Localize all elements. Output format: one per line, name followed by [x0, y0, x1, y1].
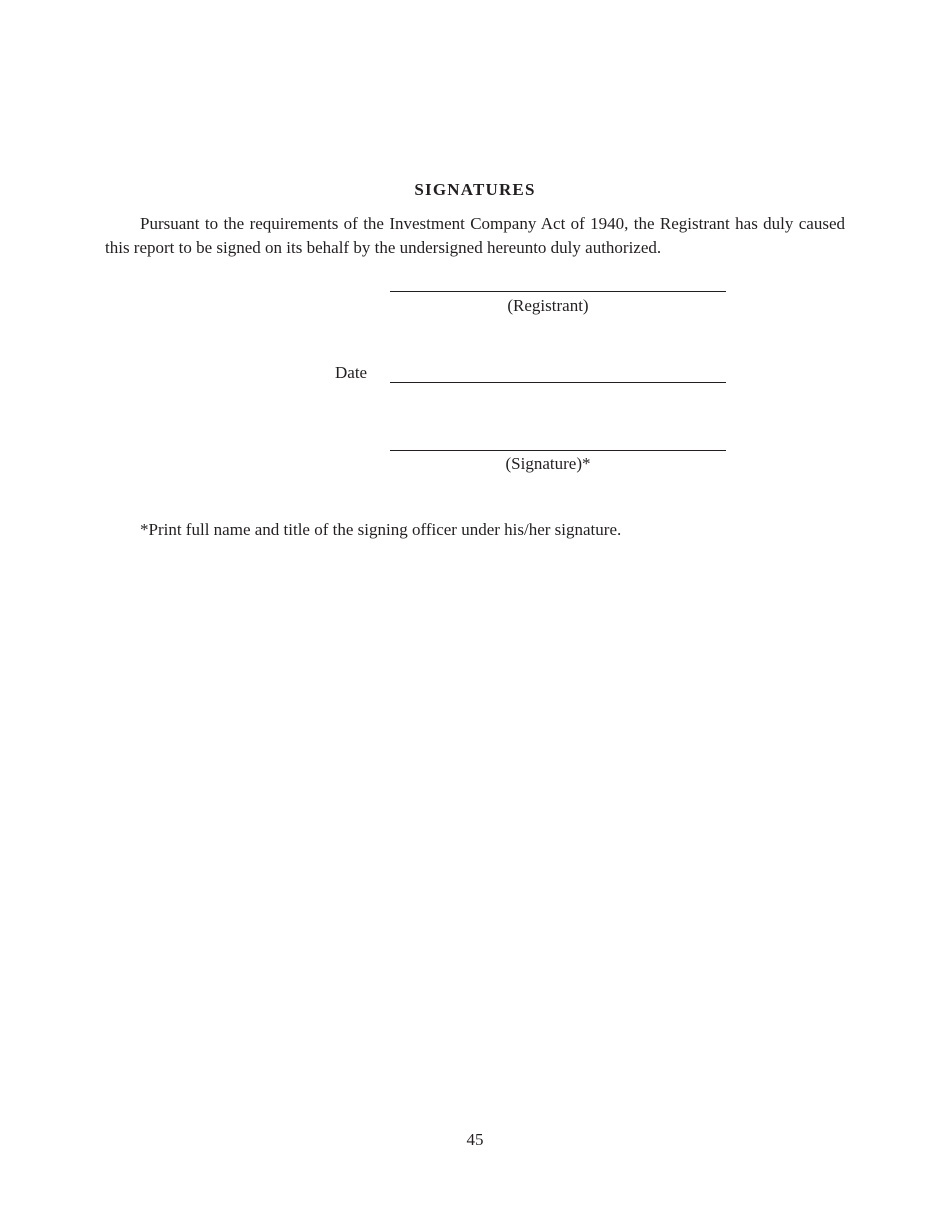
date-label: Date: [335, 363, 368, 382]
page-title: SIGNATURES: [414, 180, 536, 199]
footnote: *Print full name and title of the signing officer under his/her signature.: [140, 520, 622, 539]
signature-caption: (Signature)*: [505, 454, 591, 473]
registrant-signature-line: [390, 291, 726, 292]
registrant-caption: (Registrant): [507, 296, 589, 315]
officer-signature-line: [390, 450, 726, 451]
body-paragraph: Pursuant to the requirements of the Investment Company Act of 1940, the Registrant has duly caused this report to be signed on its behalf by the undersigned hereunto duly authorized.: [105, 214, 845, 257]
page-number: 45: [466, 1130, 484, 1149]
date-line: [390, 382, 726, 383]
